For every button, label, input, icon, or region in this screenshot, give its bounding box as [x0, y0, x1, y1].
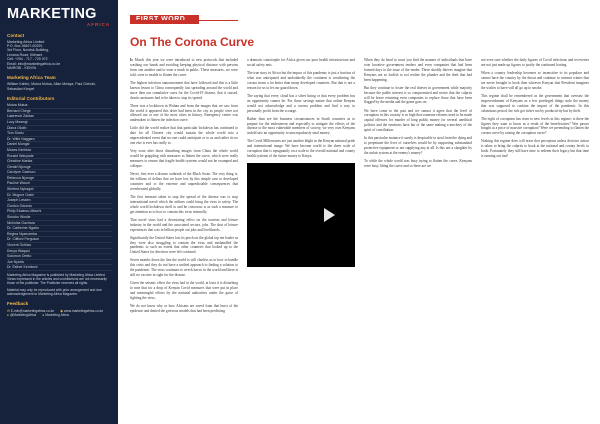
contributor-name: Nicholas Gachara [7, 221, 112, 227]
contact-line: NAIROBI - KENYA [7, 65, 37, 70]
article-paragraph: We do not know why or how Africans are saved from that burst of the epidemic and denied the grievous models that had been predicting [130, 304, 238, 313]
contributor-name: Lucy Mwangi [7, 120, 112, 126]
contact-block [7, 40, 112, 71]
video-player[interactable] [247, 163, 355, 267]
contributor-name: Carolyne Gachuru [7, 170, 112, 176]
contact-line: 3rd Floor, Nordisk Building, [7, 48, 50, 53]
article-paragraph: Little did the world realize that that particular lockdown has continued to date for all Chinese city would sustain the whole world into a unprecedented event that no-one could anticipate or to us and rather its no one else is ever has really to. [130, 126, 238, 146]
article-paragraph: But they continue to foster the real thieves in government while majority because the public interest is so compromised and notice that the culprits will be brave returning even companies to replace those that have been flagged by the media and the game goes on. [364, 85, 472, 105]
contributor-name: Christine Marika [7, 159, 112, 165]
contributor-name: Winfred Nyiragwi [7, 187, 112, 193]
article-paragraph: not even sure whether the daily figures of Covid infections and recoveries are not just made up figures to justify the continued looting. [481, 58, 589, 67]
team-heading: Marketing Africa Team [7, 75, 56, 81]
article-paragraph: The true story in Africa but the impact of this pandemic is just a fraction of what was anticipated and undoubtedly the continent is weathering the corona storm a lot better than many developed countries. But that is not a reason for us to let our guard down. [247, 71, 355, 90]
feedback-heading: Feedback [7, 300, 29, 306]
masthead-sidebar [0, 0, 118, 424]
article-column-1 [130, 58, 238, 424]
article-paragraph: Rather than see the business circumstances in South countries as to prepare for the endowment and especially to mitigate the effects of the disease to the most vulnerable members of society, we very own Kenyans unfold saw an opportunity to unscrupulously steal money. [247, 116, 355, 136]
email-icon: ✉ [7, 308, 10, 313]
contributor-name: Moses Kimhbia [7, 148, 112, 154]
contributor-name: Gordon Odundo [7, 204, 112, 210]
contributor-name: Ronald Wanyade [7, 154, 112, 160]
article-column-2 [247, 58, 355, 424]
article-paragraph: In this particular instance it surely is despicable to steal from the dying and to perpetuate the lives of ourselves would be by supporting substandard protective equipment or not supplying any at all. Is this not a slaughter by the unfair system at the enemy's money? [364, 136, 472, 155]
article-columns [130, 58, 592, 424]
article-paragraph: a dramatic catastrophe for Africa given our poor health infrastructure and social safety nets. [247, 58, 355, 67]
article-paragraph: There was a lockdown in Wuhan and from the images that we saw from the world it appeared this drive had been in the city as people were not allowed out or one of the most cities in history. Emergency centre was undertaken to flatten the infection curve. [130, 103, 238, 123]
contributor-name: Dr. Wilfa Naggaro [7, 137, 112, 143]
twitter-text: @MarketingAfrica [10, 313, 37, 318]
contributor-name: Dr. Catherine Ngahu [7, 226, 112, 232]
article-paragraph: To while the whole world was busy trying to flatten the curve, Kenyans were busy lifting the curve and so there are we [364, 159, 472, 168]
contributor-name: Dr. Esther Kemboni [7, 265, 112, 271]
article-paragraph: The eight of corruption has risen to new levels in this regime; is there the figures they want to know as a result of the beneficiaries? Was passes bought at a price of massive corruption? Were we pretending to flatten the corona curve by raising the corruption curve? [481, 116, 589, 136]
contributor-name: Gerald Njoroge [7, 165, 112, 171]
contributor-name: Solomon Orieto [7, 254, 112, 260]
article-paragraph: Seven months down the line the world is still clueless as to how to handle this crisis and they do not have a unified approach to finding a solution to the pandemic. The virus continues to wreck havoc in the world and there is still no vaccine in sight for the disease. [130, 258, 238, 278]
contact-line: P.O. Box 36697-00200, [7, 43, 44, 48]
contributor-name: Pauline Waruri [7, 181, 112, 187]
contact-heading: Contact [7, 32, 25, 38]
contributor-name: Daniel Mungai [7, 142, 112, 148]
contributor-name: Lawrence Zaidan [7, 114, 112, 120]
facebook-icon: ● [42, 313, 45, 318]
contributors-heading: Editorial Contributors [7, 96, 55, 102]
brand-name: MARKETING [7, 6, 97, 22]
contact-line: Email: info@marketingafrica.co.ke [7, 61, 61, 66]
contact-line: Marketing Africa Limited [7, 39, 45, 44]
article-paragraph: The first measure taken to stop the spread of the disease was to stop international travel which the airlines could bring the virus to safety. The whole world lockdown itself to and be conscious is as such a measure to get attention as to how to contain this virus internally. [130, 194, 238, 214]
contributor-name: Diana Okoth [7, 126, 112, 132]
section-divider [130, 20, 238, 21]
brand-logo [7, 6, 112, 28]
article-paragraph: When a country leadership becomes so insensitive to its populace and cannot have the country by the throat and continue to commit crimes that are never brought to book then whoever Kenyan that President imagines the wishes to have will all go up to smoke. [481, 71, 589, 90]
article-paragraph: The saying that every cloud has a silver lining or that every problem has an opportunity cannot be. For those savings nature that online Kenyan would not acknowledge and a corona problem and find a way to personally profit from the scourge. [247, 93, 355, 113]
article-paragraph: Nothing this regime does will erase that perception unless decisive action is taken to bring the culprits to book at the national and county levels to book. Fortunately they still have time to redeem their legacy but that time is running out fast! [481, 139, 589, 159]
twitter-link[interactable] [7, 313, 36, 317]
play-icon[interactable] [324, 208, 335, 222]
article-paragraph: The Covid Millionaires are just another blight in the Kenyan national pride and international image. We have become world to the sheer scale of corruption that is repugnantly on a scale to the overall national and county health systems of the future money to Kenya. [247, 139, 355, 159]
contributor-name: Dr. Clifford Ferguson [7, 237, 112, 243]
article-paragraph: The highest infection announcement that have followed and this is a little known lesson to China consequently fast spreading around the world and since then our cumulative cases for the Covid-19 disease, that it caused, drastic measures had to be taken to stop its spread. [130, 80, 238, 100]
contributor-name: Kenya Waqaui [7, 249, 112, 255]
contributor-name: Joseph Lessen [7, 198, 112, 204]
article-column-4 [481, 58, 589, 424]
contributor-name: Dr. Mugure Owini [7, 193, 112, 199]
contributor-name: Vincent Ochiwo [7, 243, 112, 249]
contact-line: Lenana Road, Kilimani [7, 52, 43, 57]
column-2-text [247, 58, 355, 159]
publisher-note: Marketing Africa Magazine is published by Marketing Africa Limited. Views expressed in the articles and contributions are not necessarily those of the publisher. The Publisher reserves all rights. [7, 272, 107, 286]
brand-sub: AFRICA [87, 22, 110, 27]
email-text: E-info@marketingafrica.co.ke [10, 308, 55, 313]
article-paragraph: Given the seismic effect the virus had in the world, at least it is disturbing to note that for a drop of Kenyan Covid measures that were put in place and meaningful efforts by the national authorities under the guise of fighting the virus. [130, 281, 238, 300]
article-paragraph: Very soon after those disturbing images from China the whole world would be grappling with measures to flatten the curve, which were really measures to ensure that fragile health systems would not be swamped and collapse. [130, 149, 238, 168]
contributor-name: Tom Sindu [7, 131, 112, 137]
contributors-list [7, 103, 112, 271]
article-paragraph: When they do head to court you find the manner of individuals that have won lucrative government tenders and even companies that had been formed days to the issue of the tender. These shoddy thieves imagine that Kenyans are so foolish to not realize the plunder and the theft that had been happening. [364, 58, 472, 82]
twitter-icon: ● [7, 313, 9, 318]
article-column-3 [364, 58, 472, 424]
team-text: William Kabiro, Mutua Mutua, Allan Mwaya, Paul Gichuki, Sebastian Kimpel [7, 82, 96, 91]
article-title: On The Corona Curve [130, 35, 255, 49]
contributor-name: Regina Nyamamba [7, 232, 112, 238]
facebook-link[interactable] [42, 313, 69, 317]
article-paragraph: Significantly the United States lost its perch on the global top ten leader as they were also struggling to contain the virus and mishandled the pandemic to such an extent that other countries that looked up to the United States for direction were left confused. [130, 235, 238, 255]
contributor-name: Joe Nyaria [7, 260, 112, 266]
facebook-text: Marketing Africa [45, 313, 69, 318]
article [130, 8, 592, 418]
globe-icon: ◉ [60, 308, 63, 313]
web-text: www.marketingafrica.co.ke [63, 308, 104, 313]
article-paragraph: We have come to the past and we cannot it agree that the level of corruption in this country is so high that someone reforms need to be made capital offences for murder of long public money for several unethical policies and the emotions have but of the same making a mockery of the spirit of conciliation. [364, 108, 472, 133]
article-paragraph: That novel virus had a devastating effect on the tourism and leisure industry in the world and the associated sectors, jobs. The shut of leisure experiences that was in billion people out jobs and livelihoods. [130, 217, 238, 232]
article-paragraph: Never, first ever a disease outbreak of the Black Swan. The very thing is, the trillions of dollars that we have lost by this simple case to developed countries and to the extreme and unpredictable consequences that reverberated globally. [130, 172, 238, 191]
contact-line: Cell: +254 - 717 - 729 072 [7, 57, 48, 62]
contributor-name: Mutua Mutua [7, 103, 112, 109]
contributor-name: Philip Ekakoro-Mburhi [7, 209, 112, 215]
contributor-name: Bernard Chege [7, 109, 112, 115]
contributor-name: Rebecca Njoroge [7, 176, 112, 182]
article-paragraph: In March this year we were introduced to new protocols that included washing our hands and avoiding keeping physical distance with persons from one another and to wear a mask in public. These measures, we were told, were to enable to flatten the curve. [130, 58, 238, 77]
contributor-name: Siroubo Woslie [7, 215, 112, 221]
reproduction-note: Material may only be reproduced with prior arrangement and due acknowledgement to Marketing Africa Magazine. [7, 287, 102, 296]
feedback-links [7, 309, 112, 318]
article-paragraph: This regime shall be remembered as the government that oversaw the impoverishment of Kenyans as a few privileged things stole the money that was supposed to cushion the impact of the pandemic. In this calamitous period, the rich got richer not by productivity but by theft. [481, 93, 589, 113]
section-tag: FIRST WORD [130, 15, 199, 24]
